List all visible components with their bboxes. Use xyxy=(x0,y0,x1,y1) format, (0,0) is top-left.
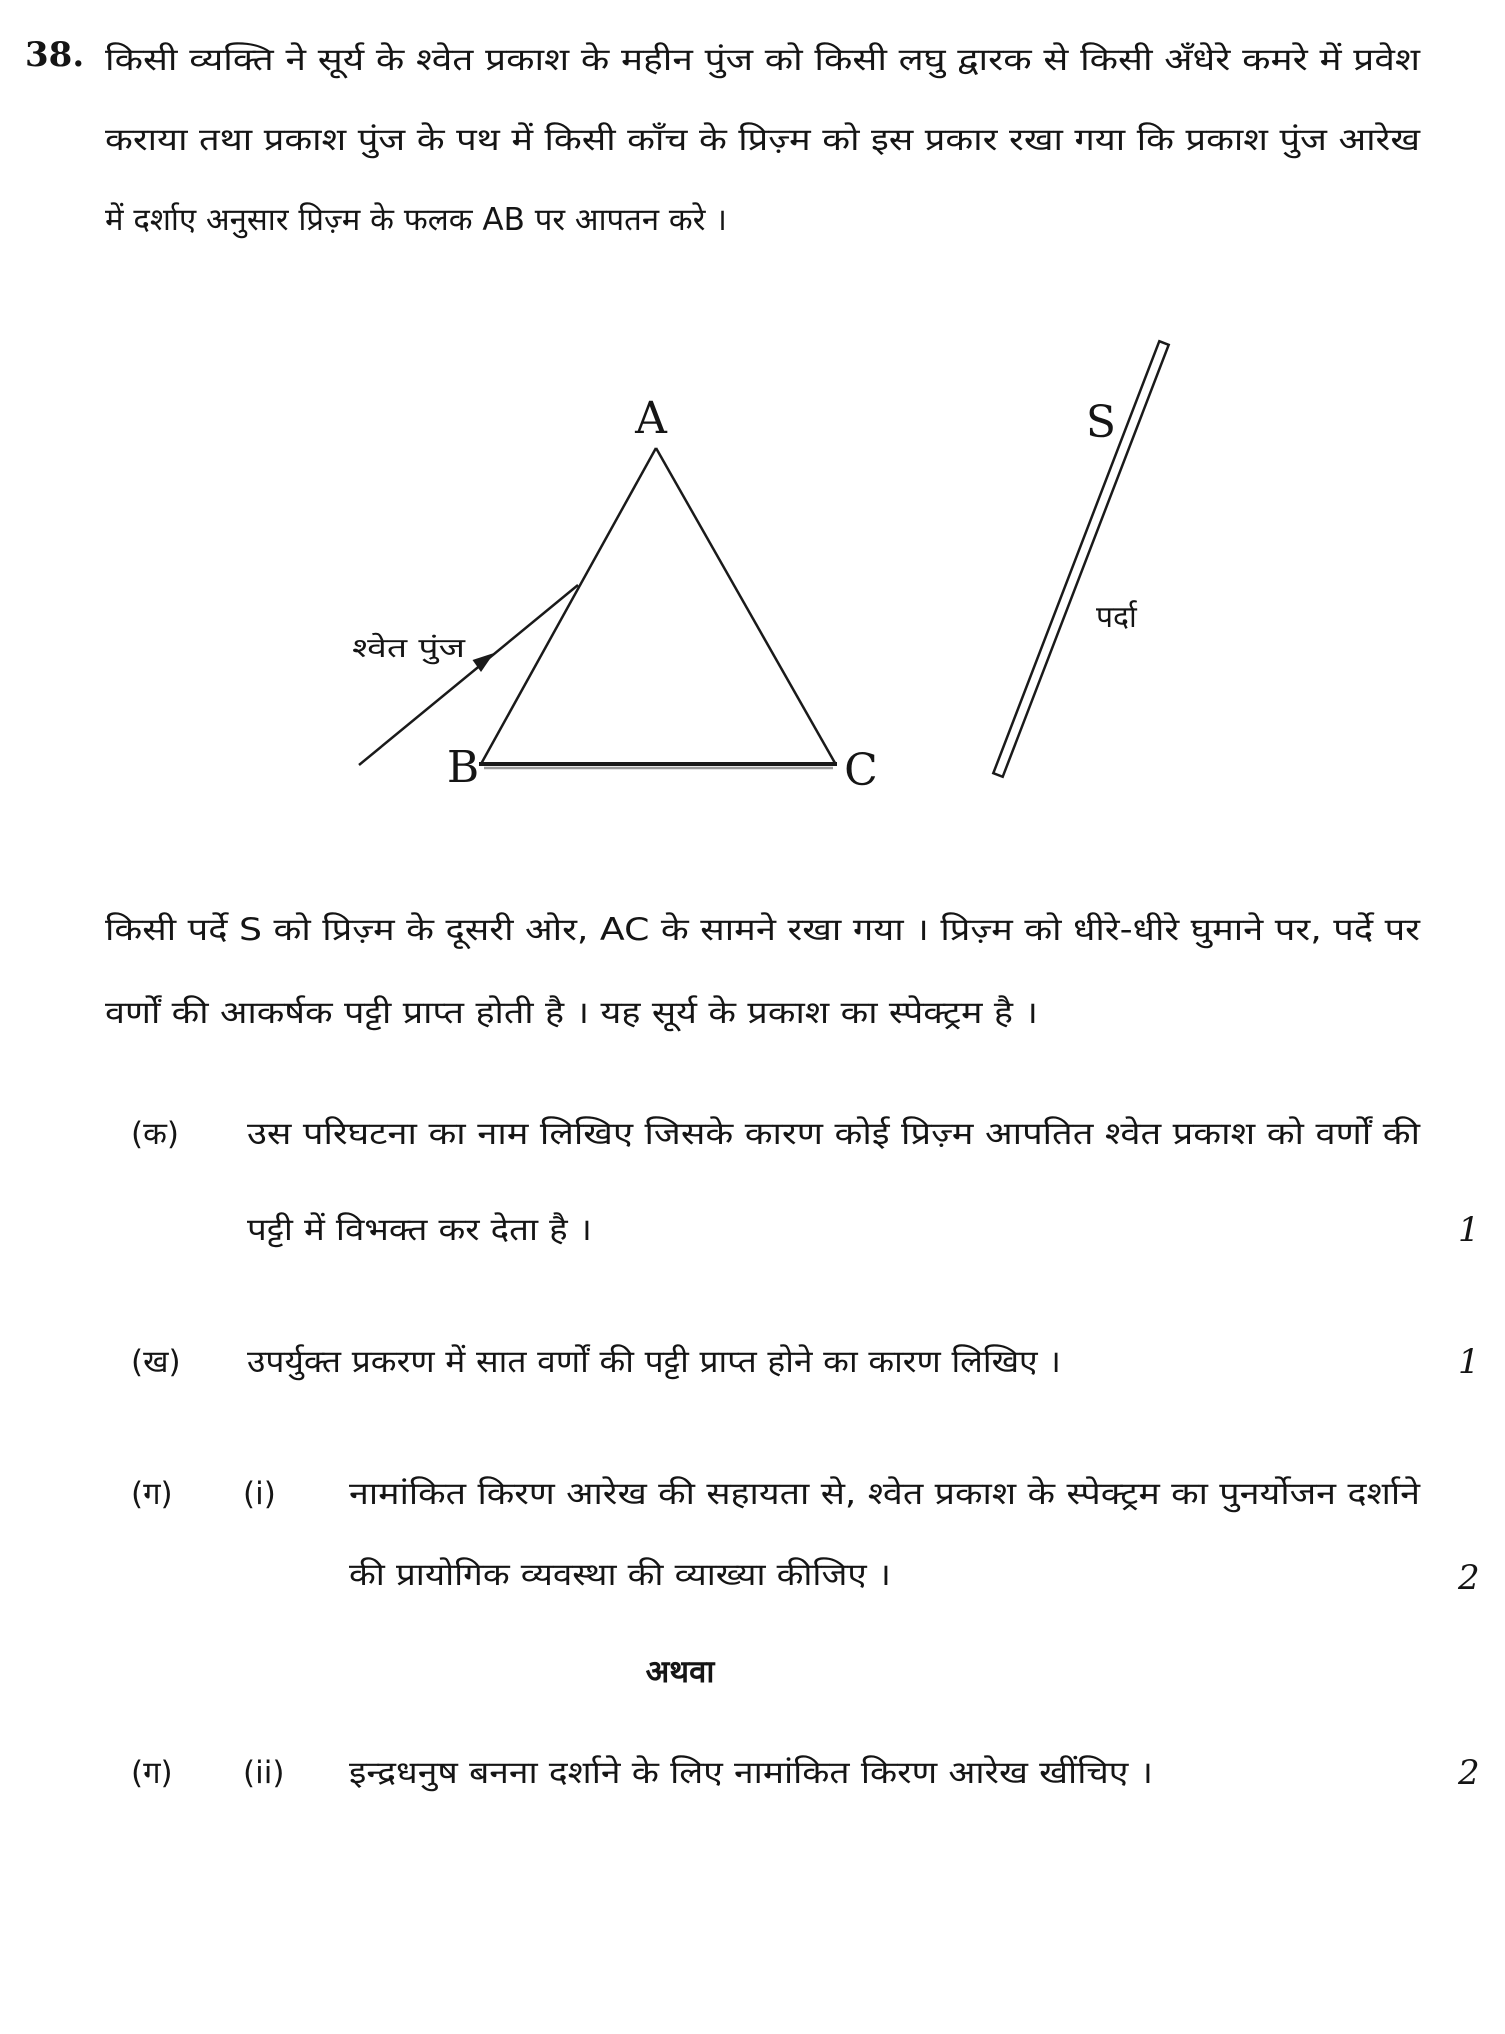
vertex-a-label: A xyxy=(635,393,667,444)
part-ga-i-line-1: नामांकित किरण आरेख की सहायता से, श्वेत प्रकाश के स्पेक्ट्रम का पुनर्योजन दर्शाने xyxy=(349,1476,1420,1512)
part-ga-i-label: (i) xyxy=(243,1476,276,1512)
part-ka-line-2: पट्टी में विभक्त कर देता है । xyxy=(247,1212,592,1248)
part-ga-label: (ग) xyxy=(131,1476,173,1512)
part-ka-label: (क) xyxy=(131,1116,179,1152)
part-kha-marks: 1 xyxy=(1458,1342,1480,1382)
part-ga-i-line-2: की प्रायोगिक व्यवस्था की व्याख्या कीजिए । xyxy=(349,1557,891,1593)
part-ga2-label: (ग) xyxy=(131,1755,173,1791)
screen-letter-label: S xyxy=(1085,397,1117,448)
part-ka-marks: 1 xyxy=(1458,1210,1480,1250)
intro-line-3: में दर्शाए अनुसार प्रिज़्म के फलक AB पर आपतन करे । xyxy=(105,202,727,238)
screen-name-label: पर्दा xyxy=(1096,600,1137,635)
part-ga-ii-line-1: इन्द्रधनुष बनना दर्शाने के लिए नामांकित किरण आरेख खींचिए । xyxy=(349,1755,1153,1791)
prism-side-ab xyxy=(481,448,656,764)
part-kha-line-1: उपर्युक्त प्रकरण में सात वर्णों की पट्टी प्राप्त होने का कारण लिखिए । xyxy=(247,1344,1061,1380)
part-ka-line-1: उस परिघटना का नाम लिखिए जिसके कारण कोई प्रिज़्म आपतित श्वेत प्रकाश को वर्णों की xyxy=(247,1116,1420,1152)
prism-side-ac xyxy=(656,448,835,763)
question-number: 38. xyxy=(25,35,85,75)
after-diagram-line-2: वर्णों की आकर्षक पट्टी प्राप्त होती है । यह सूर्य के प्रकाश का स्पेक्ट्रम है । xyxy=(105,995,1038,1031)
intro-line-2: कराया तथा प्रकाश पुंज के पथ में किसी काँच के प्रिज़्म को इस प्रकार रखा गया कि प्रकाश पुंज आरेख xyxy=(105,122,1420,158)
intro-line-1: किसी व्यक्ति ने सूर्य के श्वेत प्रकाश के महीन पुंज को किसी लघु द्वारक से किसी अँधेरे कमरे में प्रवेश xyxy=(105,42,1420,78)
incident-ray xyxy=(359,585,578,765)
white-beam-label: श्वेत पुंज xyxy=(352,633,438,664)
part-ga-ii-marks: 2 xyxy=(1458,1753,1480,1793)
after-diagram-line-1: किसी पर्दे S को प्रिज़्म के दूसरी ओर, AC के सामने रखा गया । प्रिज़्म को धीरे-धीरे घुमाने पर, पर्दे पर xyxy=(105,912,1420,948)
part-ga-ii-label: (ii) xyxy=(243,1755,285,1791)
part-ga-i-marks: 2 xyxy=(1458,1558,1480,1598)
vertex-c-label: C xyxy=(844,745,878,796)
or-separator: अथवा xyxy=(645,1654,715,1690)
prism-ray-diagram xyxy=(0,330,1505,810)
part-kha-label: (ख) xyxy=(131,1344,181,1380)
screen-bar xyxy=(993,341,1168,777)
vertex-b-label: B xyxy=(446,742,480,793)
